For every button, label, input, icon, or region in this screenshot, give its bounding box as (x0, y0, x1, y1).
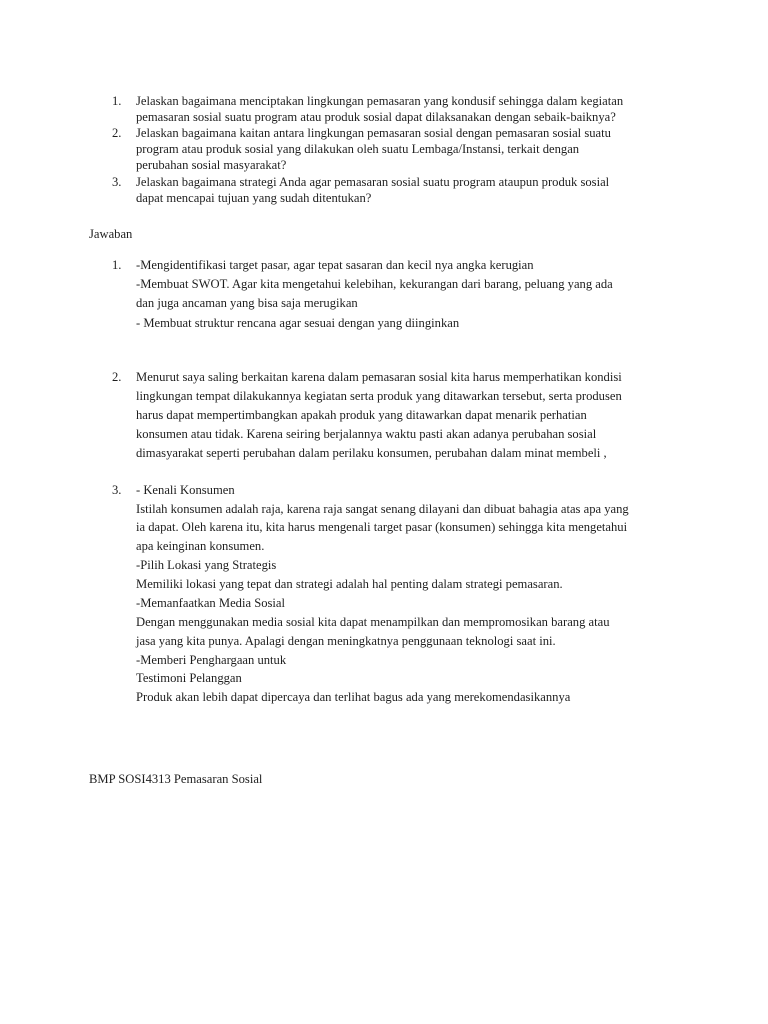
question-number: 2. (112, 126, 122, 140)
answer-line: Memiliki lokasi yang tepat dan strategi adalah hal penting dalam strategi pemasaran. (136, 577, 563, 591)
answer-number: 2. (112, 370, 122, 384)
answer-line: jasa yang kita punya. Apalagi dengan meningkatnya penggunaan teknologi saat ini. (136, 634, 556, 648)
answer-line: lingkungan tempat dilakukannya kegiatan serta produk yang ditawarkan tersebut, serta produsen (136, 389, 622, 403)
answer-line: - Kenali Konsumen (136, 483, 235, 497)
question-line: pemasaran sosial suatu program atau produk sosial dapat dilaksanakan dengan sebaik-baiknya? (136, 110, 616, 124)
answer-line: konsumen atau tidak. Karena seiring berjalannya waktu pasti akan adanya perubahan sosial (136, 427, 597, 441)
answer-line: -Pilih Lokasi yang Strategis (136, 558, 277, 572)
answer-line: -Memanfaatkan Media Sosial (136, 596, 285, 610)
question-line: Jelaskan bagaimana menciptakan lingkungan pemasaran yang kondusif sehingga dalam kegiatan (136, 94, 624, 108)
answers-heading: Jawaban (89, 227, 133, 241)
answer-line: Produk akan lebih dapat dipercaya dan terlihat bagus ada yang merekomendasikannya (136, 690, 571, 704)
answer-line: apa keinginan konsumen. (136, 539, 265, 553)
document-footer: BMP SOSI4313 Pemasaran Sosial (89, 772, 263, 786)
answer-line: dimasyarakat seperti perubahan dalam perilaku konsumen, perubahan dalam minat membeli , (136, 446, 607, 460)
answer-line: -Membuat SWOT. Agar kita mengetahui kelebihan, kekurangan dari barang, peluang yang ada (136, 277, 613, 291)
answer-number: 1. (112, 258, 122, 272)
question-line: program atau produk sosial yang dilakukan oleh suatu Lembaga/Instansi, terkait dengan (136, 142, 580, 156)
answer-line: Menurut saya saling berkaitan karena dalam pemasaran sosial kita harus memperhatikan kondisi (136, 370, 622, 384)
answer-line: -Memberi Penghargaan untuk (136, 653, 287, 667)
question-line: Jelaskan bagaimana kaitan antara lingkungan pemasaran sosial dengan pemasaran sosial suatu (136, 126, 611, 140)
answer-line: dan juga ancaman yang bisa saja merugikan (136, 296, 358, 310)
answer-line: Istilah konsumen adalah raja, karena raja sangat senang dilayani dan dibuat bahagia atas apa yang (136, 502, 629, 516)
question-number: 1. (112, 94, 122, 108)
question-number: 3. (112, 175, 122, 189)
answer-line: -Mengidentifikasi target pasar, agar tepat sasaran dan kecil nya angka kerugian (136, 258, 534, 272)
answer-line: - Membuat struktur rencana agar sesuai dengan yang diinginkan (136, 316, 460, 330)
answer-line: harus dapat mempertimbangkan apakah produk yang ditawarkan dapat menarik perhatian (136, 408, 587, 422)
answer-line: Testimoni Pelanggan (136, 671, 242, 685)
question-line: Jelaskan bagaimana strategi Anda agar pemasaran sosial suatu program ataupun produk sosial (136, 175, 610, 189)
question-line: perubahan sosial masyarakat? (136, 158, 287, 172)
question-line: dapat mencapai tujuan yang sudah ditentukan? (136, 191, 372, 205)
answer-line: ia dapat. Oleh karena itu, kita harus mengenali target pasar (konsumen) sehingga kita mengetahui (136, 520, 628, 534)
answer-number: 3. (112, 483, 122, 497)
answer-line: Dengan menggunakan media sosial kita dapat menampilkan dan mempromosikan barang atau (136, 615, 610, 629)
